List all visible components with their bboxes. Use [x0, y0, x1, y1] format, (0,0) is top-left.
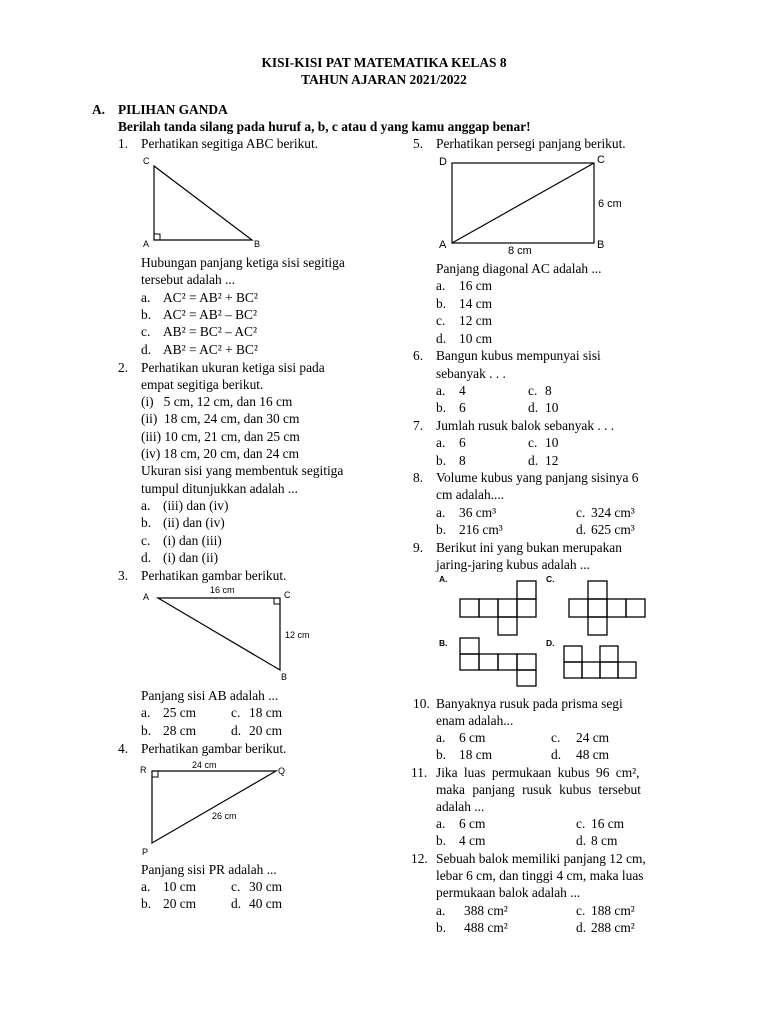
q6-line2: sebanyak . . . [436, 366, 506, 381]
q3-option-b-label[interactable]: b. [141, 723, 152, 738]
q12-option-d-label[interactable]: d. [576, 920, 587, 935]
q9-line2: jaring-jaring kubus adalah ... [436, 557, 590, 572]
q10-option-d-label[interactable]: d. [551, 747, 562, 762]
q8-number: 8. [413, 470, 424, 485]
q5-vertex-d: D [439, 156, 447, 168]
q4-side-hyp: 26 cm [212, 811, 237, 821]
q6-option-b-label[interactable]: b. [436, 400, 447, 415]
q1-option-a-label[interactable]: a. [141, 290, 151, 305]
q5-rectangle-figure [436, 152, 636, 256]
q5-number: 5. [413, 136, 424, 151]
q6-option-d-label[interactable]: d. [528, 400, 539, 415]
q5-side-bottom: 8 cm [508, 245, 532, 257]
q5-option-c: 12 cm [459, 313, 493, 328]
q4-number: 4. [118, 741, 129, 756]
q1-option-b: AC² = AB² – BC² [163, 307, 258, 322]
q12-line3: permukaan balok adalah ... [436, 885, 581, 900]
doc-title: KISI-KISI PAT MATEMATIKA KELAS 8 [261, 55, 507, 70]
q3-vertex-c: C [284, 590, 291, 600]
q9-number: 9. [413, 540, 424, 555]
q1-question-line2: tersebut adalah ... [141, 272, 236, 287]
q5-vertex-a: A [439, 239, 447, 251]
q9-net-a [460, 581, 536, 635]
q2-line3: Ukuran sisi yang membentuk segitiga [141, 463, 344, 478]
q7-text: Jumlah rusuk balok sebanyak . . . [436, 418, 615, 433]
section-instruction: Berilah tanda silang pada huruf a, b, c atau d yang kamu anggap benar! [118, 119, 531, 134]
q7-option-a: 6 [459, 435, 466, 450]
q12-option-c: 188 cm² [591, 903, 635, 918]
q5-option-c-label[interactable]: c. [436, 313, 446, 328]
q3-option-a: 25 cm [163, 705, 197, 720]
doc-subtitle: TAHUN AJARAN 2021/2022 [301, 72, 467, 87]
q8-line1: Volume kubus yang panjang sisinya 6 [436, 470, 639, 485]
q10-option-b: 18 cm [459, 747, 493, 762]
q5-option-d-label[interactable]: d. [436, 331, 447, 346]
q7-option-b: 8 [459, 453, 466, 468]
q12-option-b-label[interactable]: b. [436, 920, 447, 935]
q9-label-d: D. [546, 638, 555, 648]
q10-option-a-label[interactable]: a. [436, 730, 446, 745]
q4-option-a-label[interactable]: a. [141, 879, 151, 894]
q5-option-b: 14 cm [459, 296, 493, 311]
q4-option-d-label[interactable]: d. [231, 896, 242, 911]
q4-question: Panjang sisi PR adalah ... [141, 862, 277, 877]
q2-option-b-label[interactable]: b. [141, 515, 152, 530]
q10-line1: Banyaknya rusuk pada prisma segi [436, 696, 623, 711]
q3-option-d-label[interactable]: d. [231, 723, 242, 738]
q3-question: Panjang sisi AB adalah ... [141, 688, 279, 703]
q5-question: Panjang diagonal AC adalah ... [436, 261, 602, 276]
q2-item-iv: (iv) 18 cm, 20 cm, dan 24 cm [141, 446, 300, 461]
q11-line3: adalah ... [436, 799, 485, 814]
q1-question-line1: Hubungan panjang ketiga sisi segitiga [141, 255, 345, 270]
q6-option-d: 10 [545, 400, 559, 415]
q2-option-c: (i) dan (iii) [163, 533, 222, 548]
q10-option-d: 48 cm [576, 747, 610, 762]
q12-option-b: 488 cm² [464, 920, 508, 935]
q10-option-c: 24 cm [576, 730, 610, 745]
q3-text: Perhatikan gambar berikut. [141, 568, 287, 583]
q2-option-d-label[interactable]: d. [141, 550, 152, 565]
q1-triangle-figure [140, 152, 270, 252]
q1-option-c: AB² = BC² – AC² [163, 324, 258, 339]
q5-option-b-label[interactable]: b. [436, 296, 447, 311]
q10-option-a: 6 cm [459, 730, 486, 745]
q11-line2: maka panjang rusuk kubus tersebut [436, 782, 641, 797]
q9-label-c: C. [546, 574, 555, 584]
q5-option-d: 10 cm [459, 331, 493, 346]
q11-option-a: 6 cm [459, 816, 486, 831]
q12-option-c-label[interactable]: c. [576, 903, 586, 918]
q9-cube-nets-figure [436, 572, 656, 692]
q4-side-top: 24 cm [192, 760, 217, 770]
q1-vertex-b: B [254, 239, 261, 249]
q7-option-c: 10 [545, 435, 559, 450]
q3-vertex-b: B [281, 672, 288, 682]
q3-option-c: 18 cm [249, 705, 283, 720]
q6-option-a-label[interactable]: a. [436, 383, 446, 398]
q11-line1: Jika luas permukaan kubus 96 cm², [436, 765, 640, 780]
q5-vertex-c: C [597, 154, 605, 166]
q11-option-a-label[interactable]: a. [436, 816, 446, 831]
q4-text: Perhatikan gambar berikut. [141, 741, 287, 756]
q10-line2: enam adalah... [436, 713, 514, 728]
q4-option-c-label[interactable]: c. [231, 879, 241, 894]
q9-line1: Berikut ini yang bukan merupakan [436, 540, 622, 555]
q2-item-i: (i) 5 cm, 12 cm, dan 16 cm [141, 394, 293, 409]
q5-vertex-b: B [597, 239, 605, 251]
q3-vertex-a: A [143, 592, 150, 602]
q10-option-c-label[interactable]: c. [551, 730, 561, 745]
q6-option-a: 4 [459, 383, 466, 398]
q3-option-c-label[interactable]: c. [231, 705, 241, 720]
q4-triangle-figure [140, 757, 310, 857]
q2-option-a: (iii) dan (iv) [163, 498, 229, 513]
q1-option-d: AB² = AC² + BC² [163, 342, 258, 357]
q1-option-b-label[interactable]: b. [141, 307, 152, 322]
q1-number: 1. [118, 136, 129, 151]
q2-line1: Perhatikan ukuran ketiga sisi pada [141, 360, 325, 375]
q2-option-c-label[interactable]: c. [141, 533, 151, 548]
q7-option-a-label[interactable]: a. [436, 435, 446, 450]
q8-option-b-label[interactable]: b. [436, 522, 447, 537]
q9-label-b: B. [439, 638, 448, 648]
q1-option-d-label[interactable]: d. [141, 342, 152, 357]
q11-option-b-label[interactable]: b. [436, 833, 447, 848]
q1-option-a: AC² = AB² + BC² [163, 290, 258, 305]
q8-option-c-label[interactable]: c. [576, 505, 586, 520]
q2-line2: empat segitiga berikut. [141, 377, 264, 392]
q4-option-c: 30 cm [249, 879, 283, 894]
q11-option-c: 16 cm [591, 816, 625, 831]
q8-option-c: 324 cm³ [591, 505, 635, 520]
q10-number: 10. [413, 696, 430, 711]
q2-option-d: (i) dan (ii) [163, 550, 219, 565]
q5-text: Perhatikan persegi panjang berikut. [436, 136, 626, 151]
q1-vertex-c: C [143, 156, 150, 166]
q11-option-c-label[interactable]: c. [576, 816, 586, 831]
q2-item-iii: (iii) 10 cm, 21 cm, dan 25 cm [141, 429, 300, 444]
q6-line1: Bangun kubus mempunyai sisi [436, 348, 601, 363]
q5-option-a-label[interactable]: a. [436, 278, 446, 293]
q4-vertex-q: Q [278, 766, 286, 776]
q6-option-c-label[interactable]: c. [528, 383, 538, 398]
q4-option-a: 10 cm [163, 879, 197, 894]
q12-option-a: 388 cm² [464, 903, 508, 918]
q12-option-a-label[interactable]: a. [436, 903, 446, 918]
q2-option-a-label[interactable]: a. [141, 498, 151, 513]
q2-number: 2. [118, 360, 129, 375]
q6-option-c: 8 [545, 383, 552, 398]
q5-option-a: 16 cm [459, 278, 493, 293]
q8-option-d: 625 cm³ [591, 522, 635, 537]
q12-option-d: 288 cm² [591, 920, 635, 935]
section-label: A. [92, 102, 106, 117]
q9-net-b [460, 638, 536, 686]
q7-number: 7. [413, 418, 424, 433]
q4-vertex-p: P [142, 847, 149, 857]
q8-option-b: 216 cm³ [459, 522, 503, 537]
q4-option-b: 20 cm [163, 896, 197, 911]
q3-side-right: 12 cm [285, 630, 310, 640]
q7-option-b-label[interactable]: b. [436, 453, 447, 468]
q3-option-a-label[interactable]: a. [141, 705, 151, 720]
q9-label-a: A. [439, 574, 448, 584]
q3-option-d: 20 cm [249, 723, 283, 738]
q3-number: 3. [118, 568, 129, 583]
q3-triangle-figure [140, 584, 320, 684]
q12-number: 12. [411, 851, 428, 866]
q2-line4: tumpul ditunjukkan adalah ... [141, 481, 298, 496]
q2-item-ii: (ii) 18 cm, 24 cm, dan 30 cm [141, 411, 300, 426]
q12-line2: lebar 6 cm, dan tinggi 4 cm, maka luas [436, 868, 644, 883]
q8-option-d-label[interactable]: d. [576, 522, 587, 537]
q11-option-d: 8 cm [591, 833, 618, 848]
q12-line1: Sebuah balok memiliki panjang 12 cm, [436, 851, 646, 866]
q2-option-b: (ii) dan (iv) [163, 515, 225, 530]
q4-option-d: 40 cm [249, 896, 283, 911]
q11-option-b: 4 cm [459, 833, 486, 848]
q8-option-a: 36 cm³ [459, 505, 497, 520]
q7-option-d: 12 [545, 453, 559, 468]
q11-option-d-label[interactable]: d. [576, 833, 587, 848]
q7-option-c-label[interactable]: c. [528, 435, 538, 450]
q6-number: 6. [413, 348, 424, 363]
q4-option-b-label[interactable]: b. [141, 896, 152, 911]
q9-net-c [569, 581, 645, 635]
q11-number: 11. [411, 765, 428, 780]
section-name: PILIHAN GANDA [118, 102, 228, 117]
q8-line2: cm adalah.... [436, 487, 505, 502]
q8-option-a-label[interactable]: a. [436, 505, 446, 520]
q10-option-b-label[interactable]: b. [436, 747, 447, 762]
q3-option-b: 28 cm [163, 723, 197, 738]
q4-vertex-r: R [140, 765, 147, 775]
q5-side-right: 6 cm [598, 198, 622, 210]
q1-option-c-label[interactable]: c. [141, 324, 151, 339]
q6-option-b: 6 [459, 400, 466, 415]
q1-vertex-a: A [143, 239, 150, 249]
q9-net-d [564, 646, 636, 678]
q3-side-top: 16 cm [210, 585, 235, 595]
q1-text: Perhatikan segitiga ABC berikut. [141, 136, 319, 151]
q7-option-d-label[interactable]: d. [528, 453, 539, 468]
